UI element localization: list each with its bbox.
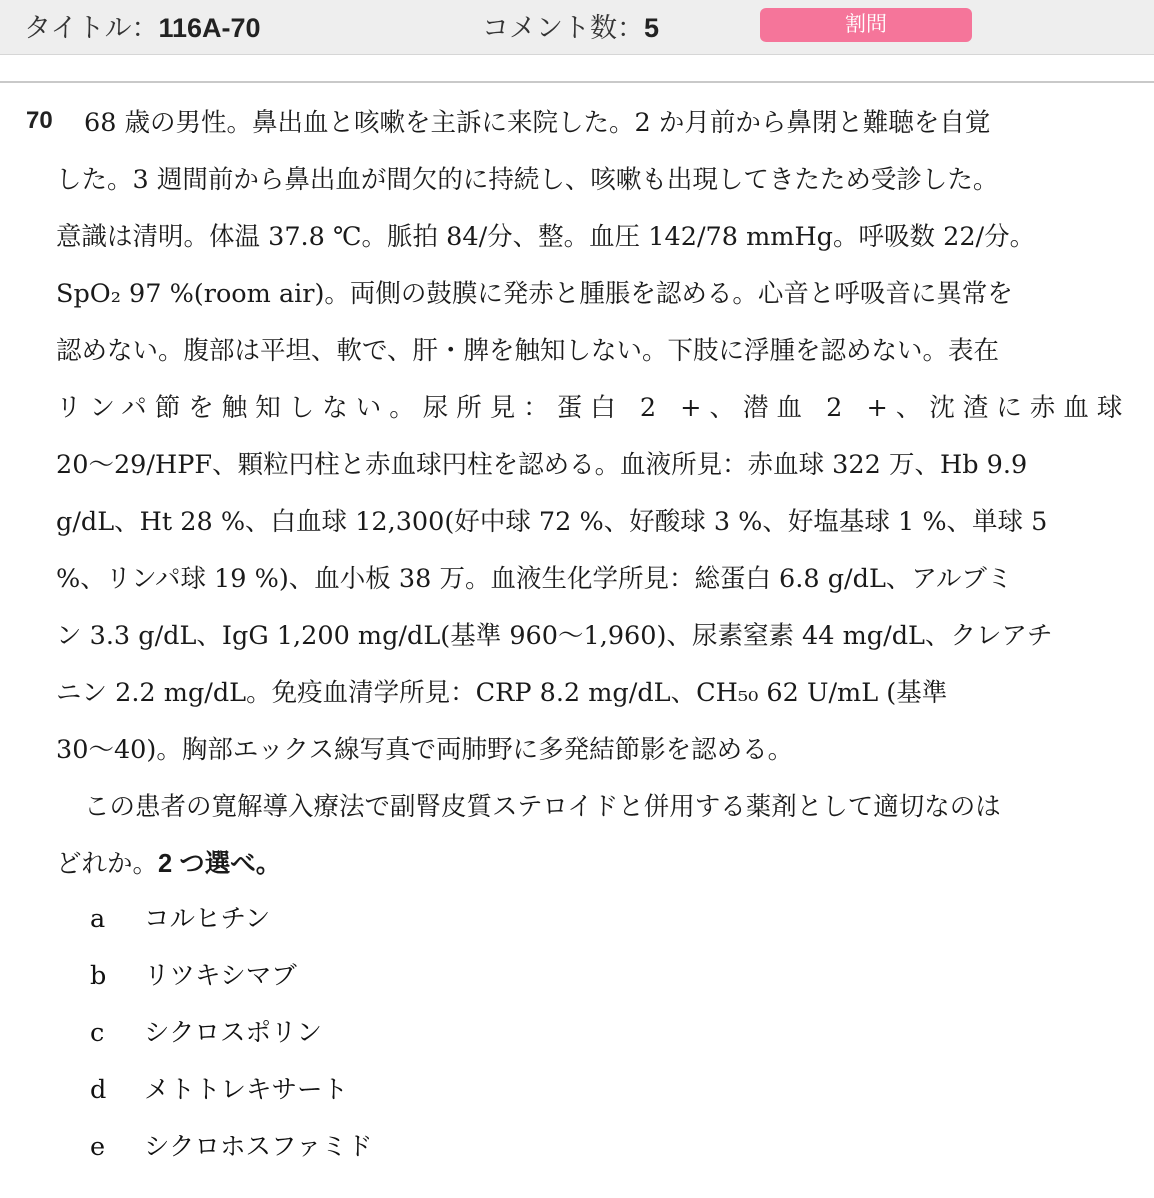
comment-count-label: コメント数：: [482, 13, 644, 43]
option-e[interactable]: [90, 1130, 372, 1164]
question-line: 30〜40)。胸部エックス線写真で両肺野に多発結節影を認める。: [56, 735, 794, 765]
question-line: 20〜29/HPF、顆粒円柱と赤血球円柱を認める。血液所見：赤血球 322 万、Hb 9.9: [56, 450, 1028, 480]
option-b[interactable]: [90, 959, 297, 993]
question-stem: この患者の寛解導入療法で副腎皮質ステロイドと併用する薬剤として適切なのは: [84, 792, 1001, 822]
option-letter: c: [90, 1018, 105, 1048]
title-value: 116A-70: [158, 13, 261, 43]
question-line: 認めない。腹部は平坦、軟で、肝・脾を触知しない。下肢に浮腫を認めない。表在: [56, 336, 999, 366]
question-line: ニン 2.2 mg/dL。免疫血清学所見：CRP 8.2 mg/dL、CH₅₀ 62 U/mL (基準: [56, 678, 948, 708]
category-badge: 割問: [760, 8, 972, 42]
question-line: g/dL、Ht 28 %、白血球 12,300(好中球 72 %、好酸球 3 %、好塩基球 1 %、単球 5: [56, 507, 1048, 537]
option-text: シクロスポリン: [144, 1018, 322, 1048]
option-text: メトトレキサート: [144, 1075, 349, 1105]
option-letter: b: [90, 961, 107, 991]
option-letter: a: [90, 904, 106, 934]
question-number: 70: [26, 107, 53, 134]
option-d[interactable]: [90, 1073, 348, 1107]
option-letter: d: [90, 1075, 107, 1105]
comment-count-value: 5: [644, 13, 660, 43]
question-line: 68 歳の男性。鼻出血と咳嗽を主訴に来院した。2 か月前から鼻閉と難聴を自覚: [84, 108, 991, 138]
title-field: [24, 6, 261, 45]
question-line: リンパ節を触知しない。尿所見：蛋白 2 +、潜血 2 +、沈渣に赤血球: [56, 393, 1131, 423]
option-c[interactable]: [90, 1016, 322, 1050]
comment-count[interactable]: [482, 6, 659, 45]
question-line: 意識は清明。体温 37.8 ℃。脈拍 84/分、整。血圧 142/78 mmHg。呼吸数 22/分。: [56, 222, 1036, 252]
option-text: コルヒチン: [144, 904, 271, 934]
question-line: した。3 週間前から鼻出血が間欠的に持続し、咳嗽も出現してきたため受診した。: [56, 165, 999, 195]
option-a[interactable]: [90, 902, 270, 936]
option-text: リツキシマブ: [144, 961, 297, 991]
question-stem-end: [56, 847, 281, 881]
question-line: SpO₂ 97 %(room air)。両側の鼓膜に発赤と腫脹を認める。心音と呼吸音に異常を: [56, 279, 1013, 309]
header-bar: [0, 0, 1154, 55]
divider: [0, 81, 1154, 83]
title-label: タイトル：: [24, 13, 159, 43]
question-line: %、リンパ球 19 %)、血小板 38 万。血液生化学所見：総蛋白 6.8 g/dL、アルブミ: [56, 564, 1013, 594]
option-text: シクロホスファミド: [144, 1132, 373, 1162]
option-letter: e: [90, 1132, 106, 1162]
stem-text: どれか。: [56, 849, 159, 879]
select-count: 2 つ選べ。: [158, 850, 282, 878]
question-line: ン 3.3 g/dL、IgG 1,200 mg/dL(基準 960〜1,960)、尿素窒素 44 mg/dL、クレアチ: [56, 621, 1053, 651]
